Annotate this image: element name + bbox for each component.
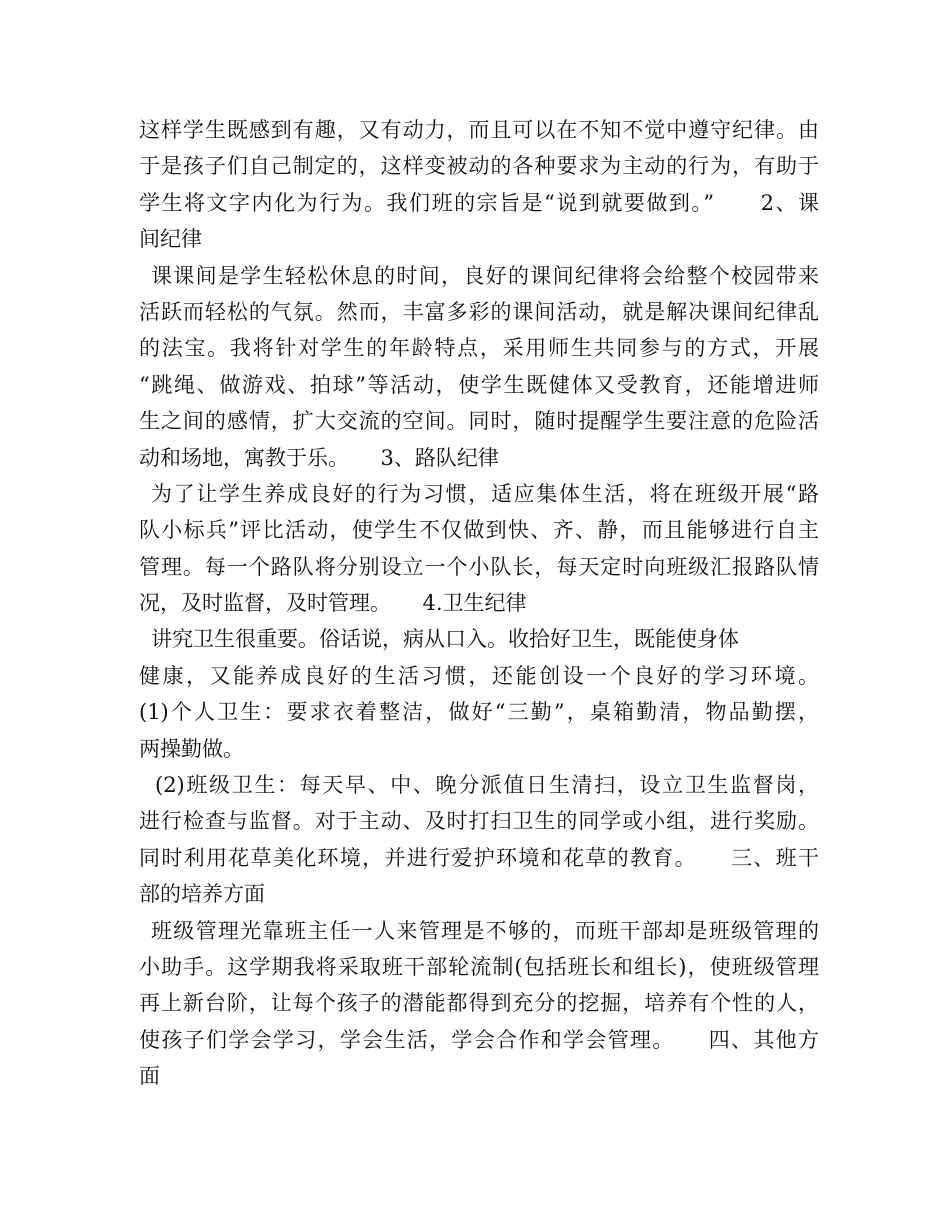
text-line: 学生将文字内化为行为。我们班的宗旨是“说到就要做到。” 2、课 xyxy=(139,190,819,215)
document-body xyxy=(139,112,819,1095)
text-line: 于是孩子们自己制定的，这样变被动的各种要求为主动的行为，有助于 xyxy=(139,154,819,179)
text-line: 为了让学生养成良好的行为习惯，适应集体生活，将在班级开展“路 xyxy=(151,481,819,506)
text-line: 健康，又能养成良好的生活习惯，还能创设一个良好的学习环境。 xyxy=(139,663,819,688)
text-line: 再上新台阶，让每个孩子的潜能都得到充分的挖掘，培养有个性的人， xyxy=(139,991,819,1016)
text-line: (2)班级卫生：每天早、中、晚分派值日生清扫，设立卫生监督岗， xyxy=(155,773,819,798)
text-line: “跳绳、做游戏、拍球”等活动，使学生既健体又受教育，还能增进师 xyxy=(139,372,819,397)
text-line: 部的培养方面 xyxy=(139,882,265,907)
text-line: 两操勤做。 xyxy=(139,736,244,761)
text-line: 进行检查与监督。对于主动、及时打扫卫生的同学或小组，进行奖励。 xyxy=(139,809,819,834)
text-line: 管理。每一个路队将分别设立一个小队长，每天定时向班级汇报路队情 xyxy=(139,554,819,579)
text-line: 讲究卫生很重要。俗话说，病从口入。收拾好卫生，既能使身体 xyxy=(151,627,739,652)
text-line: 况，及时监督，及时管理。 4.卫生纪律 xyxy=(139,591,527,616)
text-line: 间纪律 xyxy=(139,227,202,252)
text-line: 队小标兵”评比活动，使学生不仅做到快、齐、静，而且能够进行自主 xyxy=(139,518,819,543)
text-line: 面 xyxy=(139,1064,160,1089)
text-line: 动和场地，寓教于乐。 3、路队纪律 xyxy=(139,445,499,470)
text-line: 这样学生既感到有趣，又有动力，而且可以在不知不觉中遵守纪律。由 xyxy=(139,118,819,142)
text-line: 班级管理光靠班主任一人来管理是不够的，而班干部却是班级管理的 xyxy=(151,918,819,943)
text-line: 活跃而轻松的气氛。然而，丰富多彩的课间活动，就是解决课间纪律乱 xyxy=(139,299,819,324)
text-line: 的法宝。我将针对学生的年龄特点，采用师生共同参与的方式，开展 xyxy=(139,336,819,361)
text-line: 同时利用花草美化环境，并进行爱护环境和花草的教育。 三、班干 xyxy=(139,845,819,870)
text-line: (1)个人卫生：要求衣着整洁，做好“三勤”，桌箱勤清，物品勤摆， xyxy=(139,700,819,725)
text-line: 课课间是学生轻松休息的时间，良好的课间纪律将会给整个校园带来 xyxy=(151,263,819,288)
text-line: 生之间的感情，扩大交流的空间。同时，随时提醒学生要注意的危险活 xyxy=(139,409,819,434)
text-line: 小助手。这学期我将采取班干部轮流制(包括班长和组长)，使班级管理 xyxy=(139,954,819,979)
text-line: 使孩子们学会学习，学会生活，学会合作和学会管理。 四、其他方 xyxy=(139,1027,819,1052)
